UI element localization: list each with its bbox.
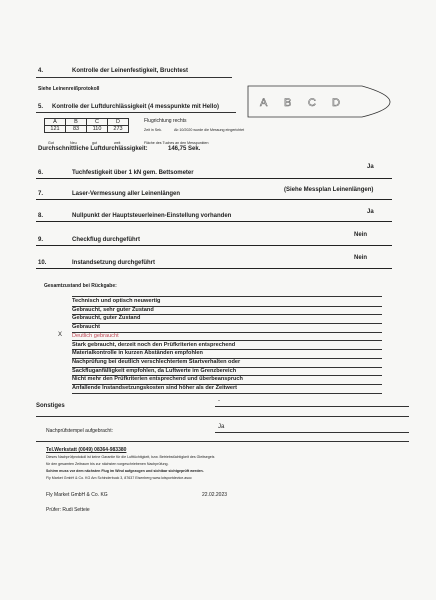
- condition-option-5-selected: Deutlich gebraucht: [72, 332, 382, 342]
- sonstiges-label: Sonstiges: [36, 403, 65, 409]
- disclaimer-line-2: für den gesamten Zeitraum bis zur nächsten vorgeschriebenen Nachprüfung.: [46, 462, 169, 466]
- wing-point-b: B: [284, 97, 292, 109]
- workshop-phone: Tel.Werkstatt (0049) 08364-983380: [46, 447, 127, 453]
- header-d: D: [108, 119, 129, 126]
- item-4-label: Kontrolle der Leinenfestigkeit, Bruchtest: [72, 68, 189, 74]
- condition-option-10: Nicht mehr den Prüfkriterien entsprechend und überbeanspruch: [72, 375, 382, 385]
- wing-outline: [248, 86, 390, 117]
- scale-label-2: Neu: [70, 141, 77, 145]
- flight-direction: Flugrichtung rechts: [144, 118, 187, 124]
- condition-option-1: Technisch und optisch neuwertig: [72, 297, 382, 307]
- item-8-underline: [36, 221, 392, 222]
- condition-heading: Gesamtzustand bei Rückgabe:: [44, 283, 117, 289]
- item-9-underline: [36, 245, 392, 246]
- item-5-label: Kontrolle der Luftdurchlässigkeit (4 messpunkte mit Hello): [52, 104, 220, 110]
- header-c: C: [87, 119, 108, 126]
- stamp-line-2: [36, 441, 409, 442]
- condition-option-4: Gebraucht: [72, 323, 382, 333]
- item-6-number: 6.: [38, 170, 44, 176]
- air-permeability-table: [44, 118, 129, 133]
- value-b: 83: [66, 126, 87, 133]
- condition-selected-marker: X: [58, 332, 63, 338]
- item-7-number: 7.: [38, 191, 44, 197]
- company-name: Fly Market GmbH & Co. KG: [46, 492, 108, 498]
- value-d: 273: [108, 126, 129, 133]
- condition-option-8: Nachprüfung bei deutlich verschlechtertem Startverhalten oder: [72, 358, 382, 368]
- value-a: 121: [45, 126, 66, 133]
- item-9-label: Checkflug durchgeführt: [72, 237, 141, 243]
- condition-option-6: Stark gebraucht, derzeit noch den Prüfkriterien entsprechend: [72, 341, 382, 351]
- note-cloth-surface: Fläche des Tuches an den Messpunkten: [144, 141, 209, 145]
- condition-option-9: Sackfluganfälligkeit empfohlen, da Luftwerte im Grenzbereich: [72, 367, 382, 377]
- protocol-reference: Siehe Leinenreißprotokoll: [38, 86, 100, 92]
- item-8-label: Nullpunkt der Hauptsteuerleinen-Einstellung vorhanden: [72, 213, 232, 219]
- inspection-date: 22.02.2023: [202, 492, 228, 498]
- item-9-number: 9.: [38, 237, 44, 243]
- stamp-line-1: [215, 432, 409, 433]
- item-7-label: Laser-Vermessung aller Leinenlängen: [72, 191, 181, 197]
- item-6-value: Ja: [367, 164, 374, 170]
- item-10-underline: [36, 268, 392, 269]
- header-a: A: [45, 119, 66, 126]
- item-8-value: Ja: [367, 209, 374, 215]
- item-4-number: 4.: [38, 68, 44, 74]
- wing-diagram: [244, 84, 394, 120]
- item-6-underline: [36, 178, 392, 179]
- item-5-underline: [36, 112, 236, 113]
- condition-option-7: Materialkontrolle in kurzen Abständen empfohlen: [72, 349, 382, 359]
- item-5-number: 5.: [38, 104, 44, 110]
- average-value: 146,75 Sek.: [168, 146, 201, 152]
- condition-option-11: Anfallende Instandsetzungskosten sind höher als der Zeitwert: [72, 384, 382, 394]
- company-address: Fly Market GmbH & Co. KG Am Schinderbuck 3, 87637 Eisenberg www.lotsportdevice.asoc: [46, 476, 192, 480]
- scale-label-4: weit: [114, 141, 121, 145]
- item-7-value: (Siehe Messplan Leinenlängen): [284, 187, 374, 193]
- item-7-underline: [36, 199, 392, 200]
- average-label: Durchschnittliche Luftdurchlässigkeit:: [38, 146, 148, 152]
- stamp-value: Ja: [218, 424, 225, 430]
- item-10-number: 10.: [38, 260, 47, 266]
- wing-point-d: D: [332, 97, 340, 109]
- header-b: B: [66, 119, 87, 126]
- item-4-underline: [36, 77, 232, 78]
- scale-label-3: gut: [92, 141, 97, 145]
- item-6-label: Tuchfestigkeit über 1 kN gem. Bettsometer: [72, 170, 194, 176]
- note-measure-start: Ab 10/2020 wurde die Messung eingerichtet: [174, 128, 245, 132]
- item-9-value: Nein: [354, 232, 368, 238]
- sonstiges-value: -: [218, 398, 220, 404]
- unit-label: Zeit in Sek.: [144, 128, 162, 132]
- value-c: 110: [87, 126, 108, 133]
- wing-point-a: A: [260, 97, 268, 109]
- sonstiges-line-1: [215, 406, 409, 407]
- disclaimer-line-1: Dieses Nachprüfprotokoll ist keine Garantie für die Lufttüchtigkeit, bzw. Betriebstüchtigkeit des Gleitsegels: [46, 455, 215, 459]
- tester-name: Prüfer: Rudi Setteie: [46, 507, 90, 513]
- condition-option-3: Gebraucht, guter Zustand: [72, 314, 382, 324]
- item-10-value: Nein: [354, 255, 368, 261]
- item-8-number: 8.: [38, 213, 44, 219]
- wing-point-c: C: [308, 97, 316, 109]
- stamp-label: Nachprüfstempel aufgebracht:: [46, 428, 113, 434]
- sonstiges-line-2: [36, 416, 409, 417]
- disclaimer-line-3: Schirm muss vor dem nächsten Flug im Wind aufgezogen und sichtbar sichtgeprüft werden.: [46, 469, 204, 473]
- condition-option-2: Gebraucht, sehr guter Zustand: [72, 306, 382, 316]
- scale-label-1: Gut: [48, 141, 54, 145]
- item-10-label: Instandsetzung durchgeführt: [72, 260, 155, 266]
